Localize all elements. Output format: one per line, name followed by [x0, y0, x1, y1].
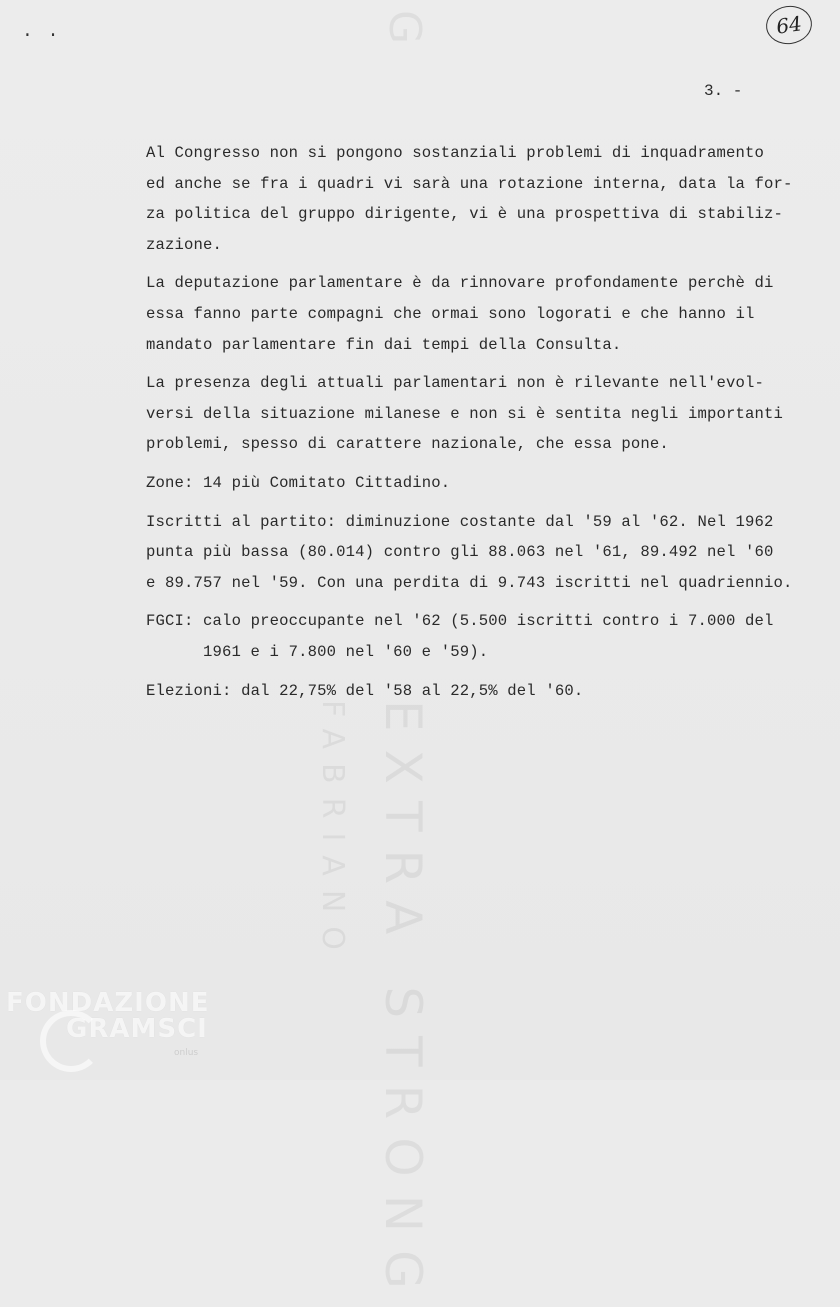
- page-number: 3. -: [704, 82, 743, 100]
- fondazione-gramsci-logo: [6, 988, 210, 1058]
- text-line: problemi, spesso di carattere nazionale, che essa pone.: [146, 435, 669, 454]
- text-line: Elezioni: dal 22,75% del '58 al 22,5% del '60.: [146, 681, 584, 700]
- corner-marks: · ·: [22, 26, 61, 46]
- paragraph-iscritti: [146, 507, 826, 599]
- text-line: e 89.757 nel '59. Con una perdita di 9.743 iscritti nel quadriennio.: [146, 573, 793, 592]
- logo-line-1: FONDAZIONE: [6, 988, 210, 1018]
- paragraph-zone: [146, 468, 826, 499]
- text-line: Zone: 14 più Comitato Cittadino.: [146, 473, 451, 492]
- text-line: versi della situazione milanese e non si è sentita negli importanti: [146, 404, 784, 423]
- text-line: 1961 e i 7.800 nel '60 e '59).: [203, 642, 489, 661]
- text-line: Al Congresso non si pongono sostanziali problemi di inquadramento: [146, 144, 765, 162]
- text-line: zazione.: [146, 235, 223, 254]
- watermark-fabriano: FABRIANO: [315, 700, 350, 964]
- text-line: Iscritti al partito: diminuzione costante dal '59 al '62. Nel 1962: [146, 512, 774, 531]
- text-line: mandato parlamentare fin dai tempi della Consulta.: [146, 335, 622, 354]
- paragraph-elezioni: [146, 676, 826, 707]
- logo-small-text: onlus: [174, 1048, 199, 1058]
- paragraph-presenza: [146, 368, 826, 460]
- watermark-extra-strong: EXTRA STRONG: [374, 700, 432, 1307]
- paragraph-congresso: [146, 138, 826, 260]
- text-line: punta più bassa (80.014) contro gli 88.063 nel '61, 89.492 nel '60: [146, 543, 774, 562]
- archive-stamp: 64: [764, 3, 815, 47]
- logo-g-mark-icon: [40, 1010, 102, 1072]
- text-line: La deputazione parlamentare è da rinnovare profondamente perchè di: [146, 274, 774, 293]
- logo-line-2: GRAMSCI: [66, 1014, 208, 1044]
- text-line: essa fanno parte compagni che ormai sono logorati e che hanno il: [146, 304, 755, 323]
- paragraph-deputazione: [146, 268, 826, 360]
- text-line: La presenza degli attuali parlamentari non è rilevante nell'evol-: [146, 374, 765, 393]
- text-line: ed anche se fra i quadri vi sarà una rotazione interna, data la for-: [146, 174, 793, 193]
- paragraph-fgci: [146, 606, 826, 667]
- document-body: [146, 138, 826, 714]
- watermark-top: G: [379, 10, 430, 63]
- text-line: FGCI: calo preoccupante nel '62 (5.500 iscritti contro i 7.000 del: [146, 612, 774, 631]
- text-line: za politica del gruppo dirigente, vi è una prospettiva di stabiliz-: [146, 205, 784, 224]
